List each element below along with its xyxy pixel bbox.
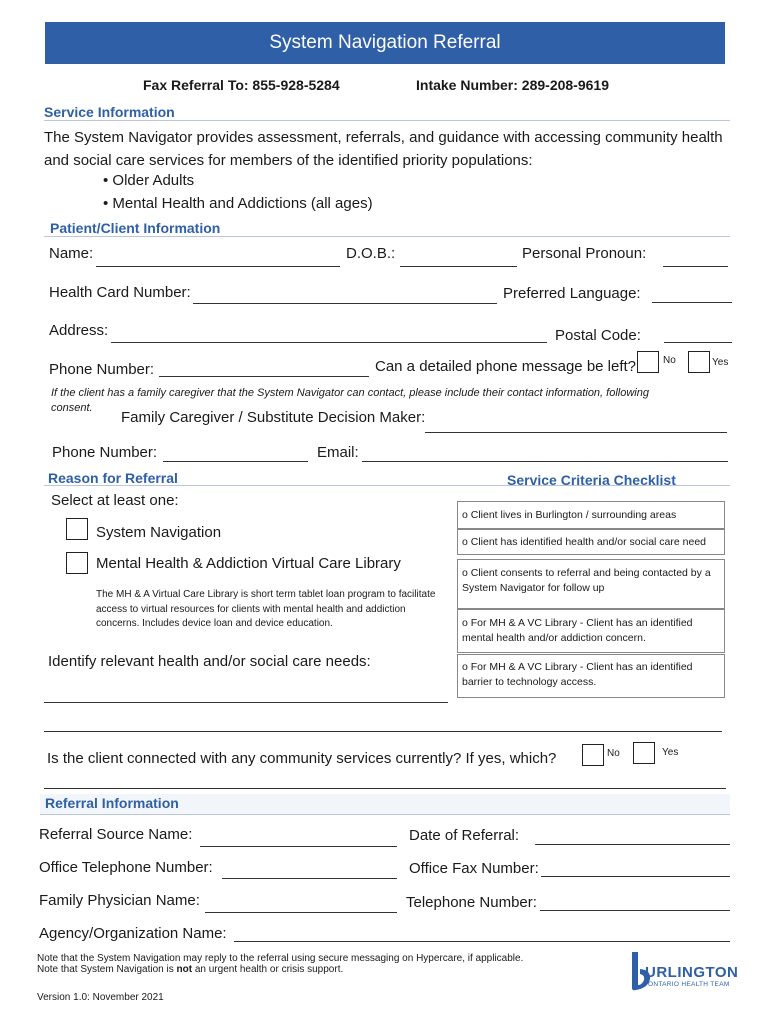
date-label: Date of Referral: xyxy=(409,827,520,844)
service-info-text: The System Navigator provides assessment, referrals, and guidance with accessing community health and social care services for members of the identified priority populations: xyxy=(44,129,723,169)
connected-yes-label: Yes xyxy=(662,747,679,758)
criteria-item: o Client has identified health and/or social care need xyxy=(457,529,725,555)
form-title: System Navigation Referral xyxy=(269,32,501,53)
address-label: Address: xyxy=(49,322,109,339)
criteria-item: o Client lives in Burlington / surrounding areas xyxy=(457,501,725,529)
patient-info-heading: Patient/Client Information xyxy=(44,220,730,237)
phone-label: Phone Number: xyxy=(49,361,155,378)
message-yes-label: Yes xyxy=(712,357,729,368)
fax-number: Fax Referral To: 855-928-5284 xyxy=(143,77,340,93)
criteria-heading: Service Criteria Checklist xyxy=(507,472,676,488)
connected-question: Is the client connected with any community services currently? If yes, which? xyxy=(47,750,557,767)
vc-library-label: Mental Health & Addiction Virtual Care Library xyxy=(96,555,401,572)
office-fax-field[interactable] xyxy=(541,858,730,877)
message-no-checkbox[interactable] xyxy=(637,351,659,373)
urgent-note-c: an urgent health or crisis support. xyxy=(192,964,344,975)
connected-no-checkbox[interactable] xyxy=(582,744,604,766)
dob-field[interactable] xyxy=(400,248,517,267)
source-field[interactable] xyxy=(200,828,397,847)
select-label: Select at least one: xyxy=(51,492,179,509)
consent-note: consent. xyxy=(51,402,93,414)
version-label: Version 1.0: November 2021 xyxy=(37,992,164,1003)
urgent-note-a: Note that System Navigation is xyxy=(37,964,177,975)
caregiver-phone-field[interactable] xyxy=(163,443,308,462)
phone-field[interactable] xyxy=(159,358,369,377)
telephone-field[interactable] xyxy=(540,892,730,911)
language-label: Preferred Language: xyxy=(503,285,641,302)
criteria-item: o For MH & A VC Library - Client has an identified barrier to technology access. xyxy=(457,654,725,698)
pronoun-label: Personal Pronoun: xyxy=(522,245,647,262)
email-field[interactable] xyxy=(362,443,728,462)
office-tel-field[interactable] xyxy=(222,860,397,879)
message-no-label: No xyxy=(663,355,676,366)
system-navigation-label: System Navigation xyxy=(96,524,222,541)
message-question: Can a detailed phone message be left? xyxy=(375,358,637,375)
name-label: Name: xyxy=(49,245,94,262)
referral-heading: Referral Information xyxy=(45,795,179,811)
intake-number: Intake Number: 289-208-9619 xyxy=(416,77,609,93)
language-field[interactable] xyxy=(652,284,732,303)
message-yes-checkbox[interactable] xyxy=(688,351,710,373)
caregiver-field[interactable] xyxy=(425,414,727,433)
pronoun-field[interactable] xyxy=(663,248,728,267)
dob-label: D.O.B.: xyxy=(346,245,396,262)
hypercare-note: Note that the System Navigation may reply to the referral using secure messaging on Hypercare, if applicable. xyxy=(37,953,524,964)
agency-field[interactable] xyxy=(234,923,730,942)
physician-label: Family Physician Name: xyxy=(39,892,200,909)
postal-field[interactable] xyxy=(664,324,732,343)
identify-label: Identify relevant health and/or social care needs: xyxy=(48,653,371,670)
urgent-note-b: not xyxy=(176,964,193,975)
name-field[interactable] xyxy=(96,248,340,267)
service-info-heading: Service Information xyxy=(44,104,730,121)
address-field[interactable] xyxy=(111,324,547,343)
logo-text: URLINGTON xyxy=(645,964,739,981)
source-label: Referral Source Name: xyxy=(39,826,193,843)
criteria-item: o Client consents to referral and being contacted by a System Navigator for follow up xyxy=(457,559,725,609)
logo-subtext: ONTARIO HEALTH TEAM xyxy=(648,981,730,988)
connected-services-field[interactable] xyxy=(44,770,726,789)
burlington-logo xyxy=(628,950,739,994)
system-navigation-checkbox[interactable] xyxy=(66,518,88,540)
vc-library-checkbox[interactable] xyxy=(66,552,88,574)
bullet-mental-health: • Mental Health and Addictions (all ages) xyxy=(103,195,373,212)
reason-heading: Reason for Referral xyxy=(48,470,178,486)
email-label: Email: xyxy=(317,444,359,461)
vc-library-description: The MH & A Virtual Care Library is short term tablet loan program to facilitate access to virtual resources for clients with mental health and addiction concerns. Includes device loan and device education. xyxy=(96,589,436,629)
postal-label: Postal Code: xyxy=(555,327,641,344)
telephone-label: Telephone Number: xyxy=(406,894,537,911)
caregiver-phone-label: Phone Number: xyxy=(52,444,158,461)
caregiver-label: Family Caregiver / Substitute Decision Maker: xyxy=(121,409,426,426)
form-title-banner xyxy=(45,22,725,64)
criteria-item: o For MH & A VC Library - Client has an identified mental health and/or addiction concern. xyxy=(457,609,725,653)
agency-label: Agency/Organization Name: xyxy=(39,925,227,942)
health-card-field[interactable] xyxy=(193,285,497,304)
physician-field[interactable] xyxy=(205,894,397,913)
caregiver-note: If the client has a family caregiver that the System Navigator can contact, please include their contact information, following xyxy=(51,387,649,399)
needs-field-1[interactable] xyxy=(44,684,448,703)
connected-no-label: No xyxy=(607,748,620,759)
urgent-note xyxy=(37,964,343,975)
needs-field-2[interactable] xyxy=(44,713,722,732)
health-card-label: Health Card Number: xyxy=(49,284,191,301)
office-fax-label: Office Fax Number: xyxy=(409,860,539,877)
date-field[interactable] xyxy=(535,826,730,845)
connected-yes-checkbox[interactable] xyxy=(633,742,655,764)
office-tel-label: Office Telephone Number: xyxy=(39,859,213,876)
bullet-older-adults: • Older Adults xyxy=(103,172,195,189)
